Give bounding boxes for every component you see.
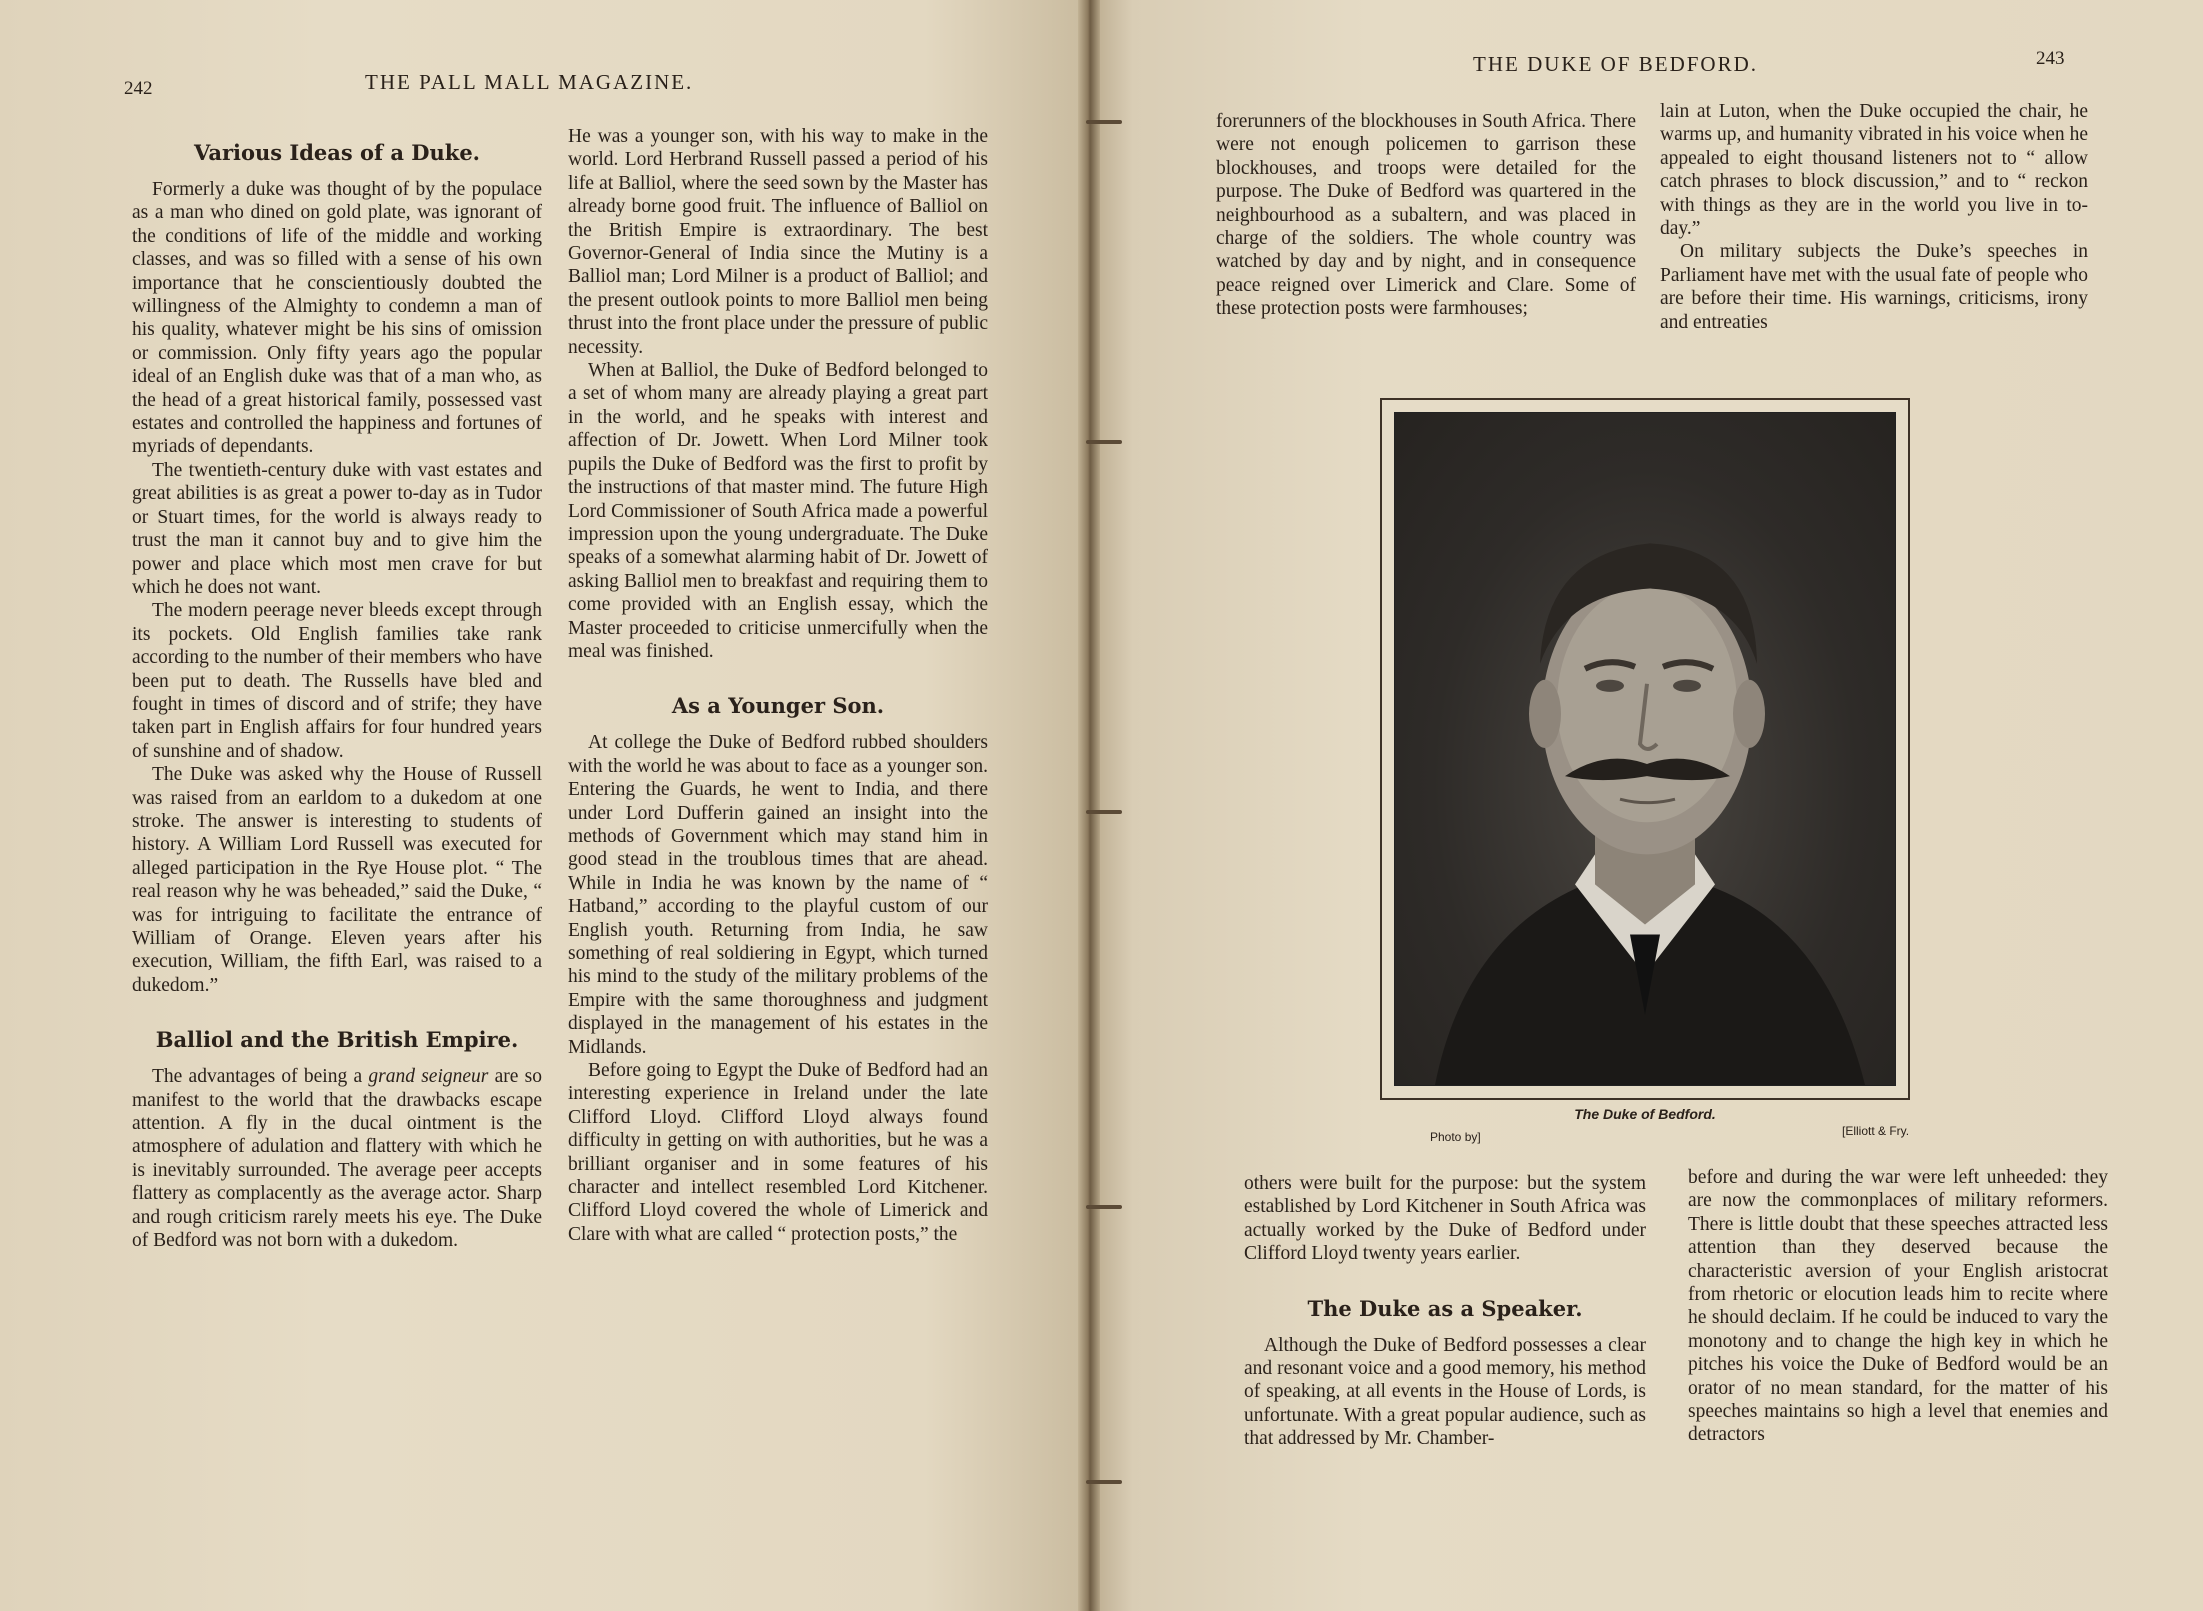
right-top-column-2 — [1660, 100, 2088, 334]
binding-stitch — [1086, 120, 1122, 124]
binding-stitch — [1086, 1480, 1122, 1484]
paragraph: When at Balliol, the Duke of Bedford belonged to a set of whom many are already playing a great part in the world, and he speaks with interest and affection of Dr. Jowett. When Lord Milner took pupils the Duke of Bedford was the first to profit by the instructions of that master mind. The future High Lord Commissioner of South Africa made a powerful impression upon the young undergraduate. The Duke speaks of a somewhat alarming habit of Dr. Jowett of asking Balliol men to breakfast and requiring them to come provided with an English essay, which the Master proceeded to criticise unmercifully when the meal was finished. — [568, 360, 988, 662]
left-column-1 — [132, 140, 542, 1252]
text-span: are so manifest to the world that the drawbacks escape attention. A fly in the ducal ointment is the atmosphere of adulation and flattery with which he is inevitably surrounded. The average peer accepts flattery as complacently as the average actor. Sharp and rough criticism rarely meets his eye. The Duke of Bedford was not born with a dukedom. — [132, 1066, 542, 1252]
section-heading-various-ideas: Various Ideas of a Duke. — [193, 140, 480, 165]
paragraph: Before going to Egypt the Duke of Bedford had an interesting experience in Ireland under the late Clifford Lloyd. Clifford Lloyd always found difficulty in getting on with authorities, but he was a brilliant organiser and in some features of his character and intellect resembled Lord Kitchener. Clifford Lloyd covered the whole of Limerick and Clare with what are called “ protection posts,” the — [568, 1060, 988, 1245]
portrait-frame — [1380, 398, 1910, 1100]
paragraph: Formerly a duke was thought of by the populace as a man who dined on gold plate, was ignorant of the conditions of life of the middle and working classes, and was so filled with a sense of his own importance that he conscientiously doubted the willingness of the Almighty to condemn a man of his quality, whatever might be his sins of omission or commission. Only fifty years ago the popular ideal of an English duke was that of a man who, as the head of a great historical family, possessed vast estates and controlled the happiness and fortunes of myriads of dependants. — [132, 179, 542, 458]
photo-credit-label: Photo by] — [1430, 1130, 1481, 1144]
paragraph: before and during the war were left unheeded: they are now the commonplaces of military reformers. There is little doubt that these speeches attracted less attention than they deserved because the characteristic aversion of your English aristocrat from rhetoric or elocution leads him to recite where he should declaim. If he could be induced to vary the monotony and to change the high key in which he pitches his voice the Duke of Bedford would be an orator of no mean standard, for the matter of his speeches maintains so high a level that enemies and detractors — [1688, 1167, 2108, 1446]
paragraph: lain at Luton, when the Duke occupied the chair, he warms up, and humanity vibrated in his voice when he appealed to eight thousand listeners not to “ allow catch phrases to block discussion,” and to “ reckon with things as they are in the world you live in to-day.” — [1660, 101, 2088, 240]
page-number-left: 242 — [124, 78, 153, 99]
left-page — [0, 0, 1088, 1611]
right-bottom-column-1 — [1244, 1172, 1646, 1451]
paragraph: At college the Duke of Bedford rubbed shoulders with the world he was about to face as a younger son. Entering the Guards, he went to India, and there under Lord Dufferin gained an insight into the methods of Government which may stand him in good stead in the troublous times that are ahead. While in India he was known by the name of “ Hatband,” according to the playful custom of our English youth. Returning from India, he saw something of real soldiering in Egypt, which turned his mind to the study of the military problems of the Empire with the same thoroughness and judgment displayed in the management of his estates in the Midlands. — [568, 732, 988, 1058]
portrait-photo — [1394, 412, 1896, 1086]
paragraph: He was a younger son, with his way to make in the world. Lord Herbrand Russell passed a period of his life at Balliol, where the seed sown by the Master has already borne good fruit. The influence of Balliol on the British Empire is extraordinary. The best Governor-General of India since the Mutiny is a Balliol man; Lord Milner is a product of Balliol; and the present outlook points to more Balliol men being thrust into the front place under the pressure of public necessity. — [568, 126, 988, 358]
section-heading-younger-son: As a Younger Son. — [671, 693, 885, 719]
paragraph: others were built for the purpose: but the system established by Lord Kitchener in South Africa was actually worked by the Duke of Bedford under Clifford Lloyd twenty years earlier. — [1244, 1173, 1646, 1265]
running-head-left: THE PALL MALL MAGAZINE. — [365, 70, 694, 94]
paragraph: On military subjects the Duke’s speeches in Parliament have met with the usual fate of people who are before their time. His warnings, criticisms, irony and entreaties — [1660, 241, 2088, 333]
paragraph: The Duke was asked why the House of Russell was raised from an earldom to a dukedom at one stroke. The answer is interesting to students of history. A William Lord Russell was executed for alleged participation in the Rye House plot. “ The real reason why he was beheaded,” said the Duke, “ was for intriguing to facilitate the entrance of William of Orange. Eleven years after his execution, William, the fifth Earl, was raised to a dukedom.” — [132, 764, 542, 996]
binding-stitch — [1086, 810, 1122, 814]
portrait-caption: The Duke of Bedford. — [1574, 1106, 1716, 1122]
italic-phrase: grand seigneur — [368, 1066, 489, 1088]
paragraph: The twentieth-century duke with vast estates and great abilities is as great a power to-day as in Tudor or Stuart times, for the world is always ready to trust the man it cannot buy and to give him the power and place which most men crave for but which he does not want. — [132, 459, 542, 598]
running-head-right: THE DUKE OF BEDFORD. — [1473, 52, 1759, 76]
left-column-2 — [568, 125, 988, 1246]
section-heading-speaker: The Duke as a Speaker. — [1307, 1295, 1583, 1321]
paragraph: The modern peerage never bleeds except through its pockets. Old English families take rank according to the number of their members who have been put to death. The Russells have bled and fought in times of discord and of strife; they have taken part in English affairs for four hundred years of sunshine and of shadow. — [132, 600, 542, 762]
portrait-illustration — [1395, 413, 1895, 1085]
section-heading-balliol: Balliol and the British Empire. — [155, 1027, 519, 1053]
binding-stitch — [1086, 1205, 1122, 1209]
binding-stitch — [1086, 440, 1122, 444]
paragraph: Although the Duke of Bedford possesses a clear and resonant voice and a good memory, his method of speaking, at all events in the House of Lords, is unfortunate. With a great popular audience, such as that addressed by Mr. Chamber- — [1244, 1334, 1646, 1450]
text-span: The advantages of being a — [152, 1066, 369, 1088]
photo-credit-studio: [Elliott & Fry. — [1842, 1124, 1910, 1138]
paragraph — [132, 1065, 542, 1252]
book-gutter — [1078, 0, 1100, 1611]
page-number-right: 243 — [2036, 48, 2065, 69]
paragraph: forerunners of the blockhouses in South Africa. There were not enough policemen to garrison these blockhouses, and troops were detailed for the purpose. The Duke of Bedford was quartered in the neighbourhood as a subaltern, and was placed in charge of the soldiers. The whole country was watched by day and by night, and in consequence peace reigned over Limerick and Clare. Some of these protection posts were farmhouses; — [1216, 111, 1636, 320]
right-top-column-1 — [1216, 110, 1636, 321]
right-bottom-column-2 — [1688, 1166, 2108, 1447]
